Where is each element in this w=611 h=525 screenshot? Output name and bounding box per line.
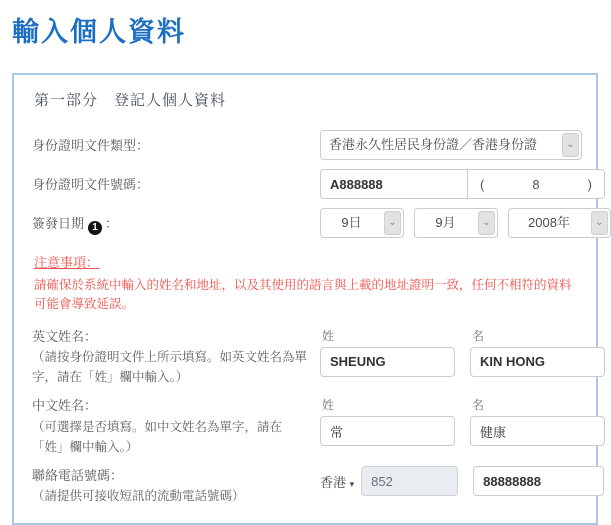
doc-type-select[interactable] [320,130,582,160]
doc-number-group [320,169,605,199]
phone-note: （請提供可接收短訊的流動電話號碼） [32,489,245,504]
chevron-down-icon[interactable]: ⌄ [591,211,608,235]
chinese-given-name-input[interactable] [470,416,605,446]
field-row-english-name [32,327,582,388]
chinese-surname-label: 姓 [322,398,335,413]
caret-down-icon: ▾ [349,478,355,489]
check-digit-close-paren: ) [587,176,592,192]
chinese-name-label-block [32,396,308,457]
english-surname-label: 姓 [322,328,335,343]
chevron-down-icon[interactable]: ⌄ [384,211,401,235]
chevron-down-icon[interactable]: ⌄ [562,133,579,157]
issue-date-label-text: 簽發日期 [32,216,85,231]
check-digit-value: 8 [532,176,540,192]
doc-number-input[interactable] [320,169,468,199]
field-row-chinese-name [32,396,582,457]
check-digit-open-paren: ( [480,176,485,192]
english-name-label: 英文姓名： [32,328,98,344]
notice-body: 請確保於系統中輸入的姓名和地址，以及其使用的語言與上載的地址證明一致，任何不相符的資料可能會導致延誤。 [34,278,572,311]
english-given-name-input[interactable] [470,347,605,377]
english-name-label-block [32,327,308,388]
chinese-surname-input[interactable] [320,416,455,446]
field-row-phone [32,466,582,507]
issue-day-select[interactable] [320,208,404,238]
phone-number-input[interactable] [473,466,604,496]
english-surname-col [320,327,455,377]
issue-date-colon: ： [105,216,119,231]
field-row-doc-number [32,169,592,199]
chinese-surname-col [320,396,455,446]
page-title: 輸入個人資料 [12,17,186,48]
chinese-name-label: 中文姓名： [32,398,98,414]
chinese-given-name-label: 名 [472,398,485,413]
personal-info-panel [12,73,604,525]
field-row-doc-type [32,130,582,160]
doc-type-selected-value: 香港永久性居民身份證／香港身份證 [329,137,538,152]
phone-region-value: 香港 [320,474,347,490]
phone-label-block [32,466,308,507]
issue-date-selects [320,208,611,238]
doc-number-label: 身份證明文件號碼： [32,177,150,192]
issue-month-select[interactable] [414,208,498,238]
english-given-name-label: 名 [472,328,485,343]
section-title: 第一部分 登記人個人資料 [34,91,227,109]
notice-block [34,252,580,314]
english-given-col [470,327,605,377]
chinese-name-inputs [320,396,605,446]
issue-year-select[interactable] [508,208,611,238]
english-surname-input[interactable] [320,347,455,377]
phone-inputs [320,466,604,496]
issue-month-value: 9月 [435,215,456,230]
info-badge-icon[interactable]: 1 [88,221,102,235]
chevron-down-icon[interactable]: ⌄ [478,211,495,235]
doc-type-label: 身份證明文件類型： [32,138,150,153]
doc-number-check-digit-box[interactable] [468,169,605,199]
field-row-issue-date [32,208,604,238]
phone-label: 聯絡電話號碼： [32,468,124,484]
chinese-given-col [470,396,605,446]
issue-date-label [32,208,308,235]
chinese-name-note: （可選擇是否填寫。如中文姓名為單字，請在「姓」欄中輸入。） [32,419,283,454]
phone-region-select[interactable] [320,472,354,491]
english-name-inputs [320,327,605,377]
notice-title: 注意事項： [34,255,100,270]
english-name-note: （請按身份證明文件上所示填寫。如英文姓名為單字，請在「姓」欄中輸入。） [32,349,308,385]
phone-country-code-input [361,466,458,496]
issue-year-value: 2008年 [528,215,570,230]
issue-day-value: 9日 [341,215,362,230]
